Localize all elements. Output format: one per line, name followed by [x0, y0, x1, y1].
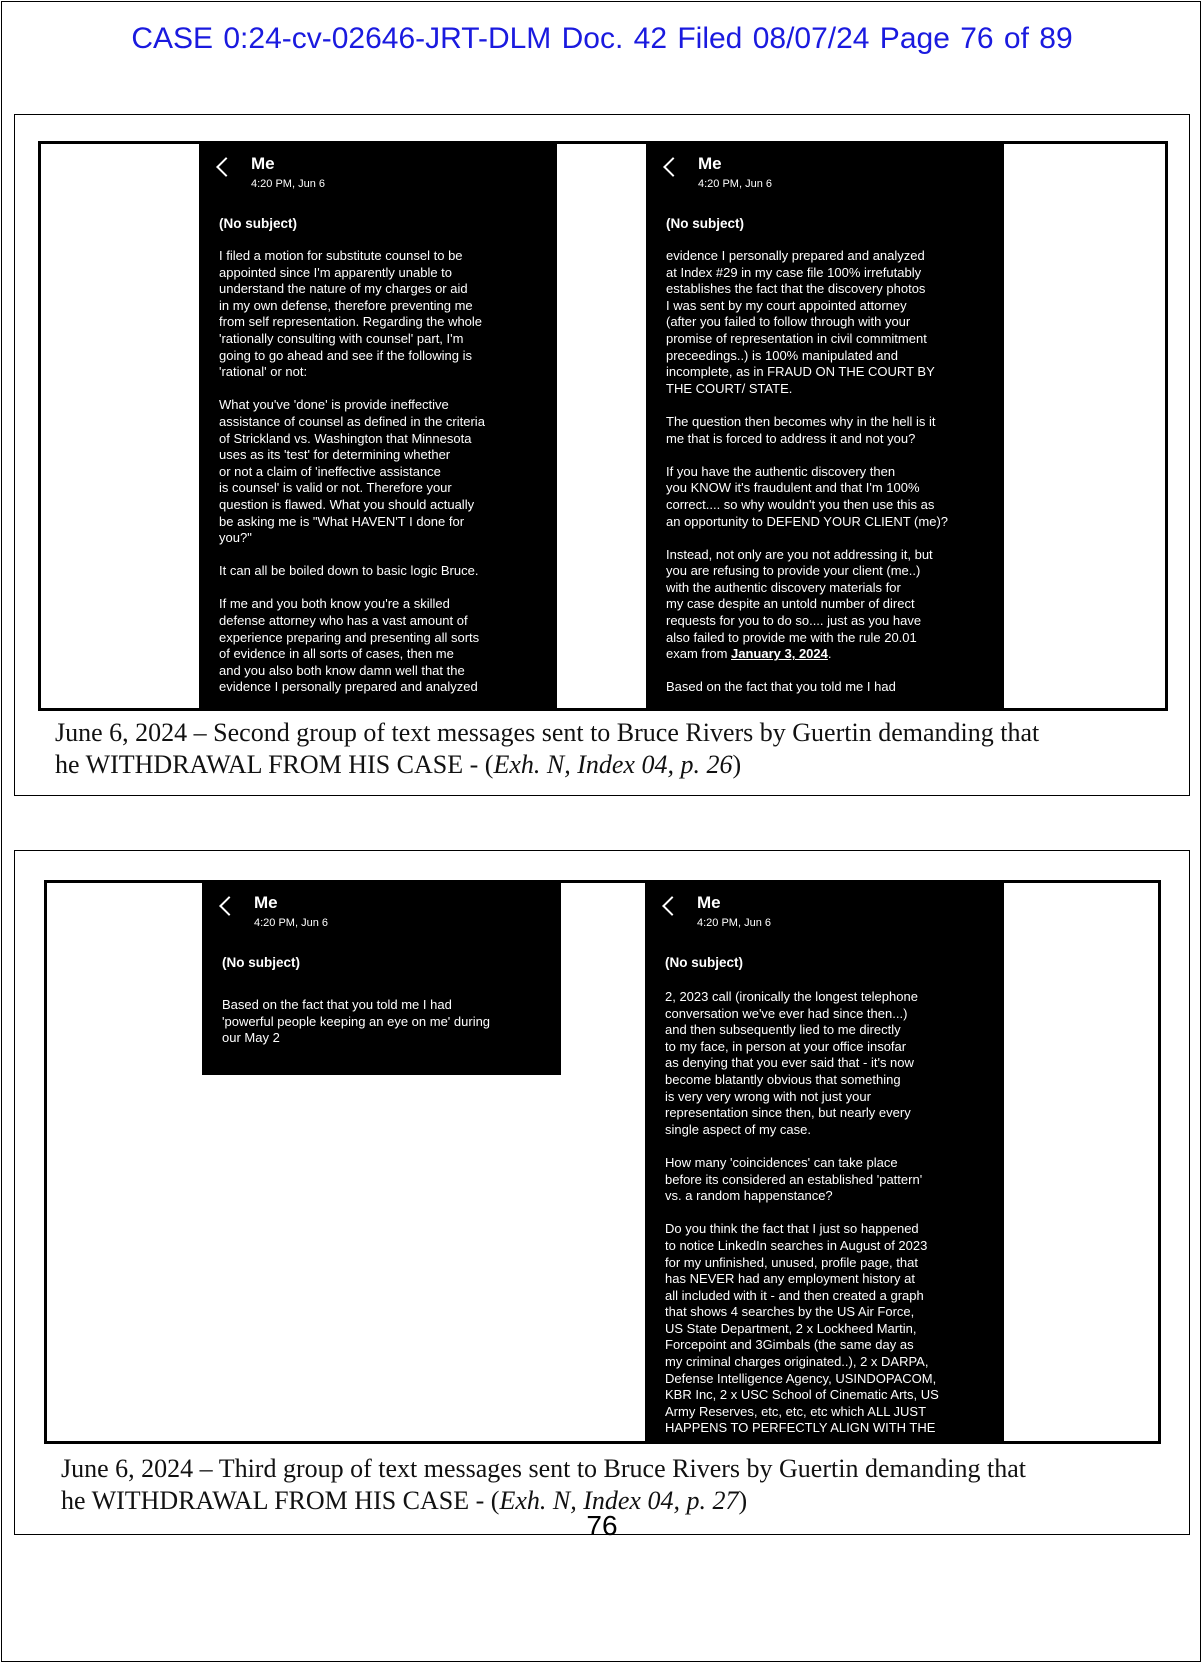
back-chevron-icon[interactable] [216, 157, 236, 177]
message-line-text: to my face, in person at your office insofar [665, 1038, 907, 1054]
message-line-text: vs. a random happenstance? [665, 1188, 833, 1204]
message-line-text: for my unfinished, unused, profile page, that [665, 1254, 918, 1270]
message-line-text: going to go ahead and see if the following is [219, 347, 472, 363]
message-line-text: (after you failed to follow through with your [666, 314, 911, 330]
message-line [219, 514, 529, 531]
message-line [665, 1354, 975, 1371]
message-line [219, 464, 529, 481]
message-line-text: It can all be boiled down to basic logic Bruce. [219, 563, 479, 579]
message-time: 4:20 PM, Jun 6 [254, 917, 328, 929]
message-line [665, 1089, 975, 1106]
message-line [665, 1321, 975, 1338]
screenshot-frame [44, 880, 1161, 1444]
message-line-text: establishes the fact that the discovery photos [666, 281, 926, 297]
message-time: 4:20 PM, Jun 6 [698, 178, 772, 190]
message-line-text: at Index #29 in my case file 100% irrefutably [666, 264, 922, 280]
message-line [666, 348, 976, 365]
sender-name: Me [251, 154, 275, 173]
message-line-text: and then subsequently lied to me directly [665, 1022, 901, 1038]
paragraph-gap [219, 547, 529, 564]
message-line-text: is counsel' is valid or not. Therefore your [219, 480, 452, 496]
message-screen [202, 883, 561, 1075]
message-line [665, 1022, 975, 1039]
message-line [666, 563, 976, 580]
message-line-text: evidence I personally prepared and analyzed [666, 248, 925, 263]
message-line [666, 679, 976, 696]
message-line-text: uses as its 'test' for determining whether [219, 447, 451, 463]
screenshot-frame [38, 141, 1168, 711]
message-line [219, 414, 529, 431]
message-line-text: understand the nature of my charges or aid [219, 281, 468, 297]
exhibit-caption [61, 1453, 1026, 1517]
caption-citation: Exh. N, Index 04, p. 26 [493, 750, 733, 779]
message-line [666, 265, 976, 282]
message-line-text: and you also both know damn well that the [219, 662, 465, 678]
message-line-text: you are refusing to provide your client (me..) [666, 563, 921, 579]
message-line [666, 364, 976, 381]
message-line-text: of Strickland vs. Washington that Minnesota [219, 430, 472, 446]
message-screen [645, 883, 1004, 1441]
message-line-text: promise of representation in civil commitment [666, 330, 927, 346]
message-line [665, 1404, 975, 1421]
message-line-text: as denying that you ever said that - it's now [665, 1055, 914, 1071]
message-line-text: US State Department, 2 x Lockheed Martin, [665, 1320, 917, 1336]
message-line-text: correct.... so why wouldn't you then use this as [666, 496, 935, 512]
message-body [666, 248, 976, 696]
message-line [219, 646, 529, 663]
message-line [665, 1039, 975, 1056]
message-line-text: representation since then, but nearly every [665, 1105, 911, 1121]
message-line [666, 298, 976, 315]
message-line-text: defense attorney who has a vast amount of [219, 613, 468, 629]
message-line-text: you?" [219, 530, 252, 546]
message-line-text: 2, 2023 call (ironically the longest telephone [665, 989, 918, 1004]
message-line-text: conversation we've ever had since then...) [665, 1005, 908, 1021]
paragraph-gap [666, 663, 976, 680]
message-line-text: If me and you both know you're a skilled [219, 596, 450, 612]
message-line [219, 530, 529, 547]
message-line [665, 1006, 975, 1023]
message-line [219, 630, 529, 647]
message-line-text: is very very wrong with not just your [665, 1088, 871, 1104]
message-line-text: The question then becomes why in the hell is it [666, 413, 936, 429]
message-line [665, 1155, 975, 1172]
message-line [219, 248, 529, 265]
exhibit-box [14, 850, 1190, 1535]
message-line [666, 414, 976, 431]
exhibit-caption [55, 717, 1039, 781]
case-header: CASE 0:24-cv-02646-JRT-DLM Doc. 42 Filed 08/07/24 Page 76 of 89 [131, 22, 1073, 55]
message-line-text: How many 'coincidences' can take place [665, 1154, 898, 1170]
message-line [219, 364, 529, 381]
message-line [665, 1072, 975, 1089]
sender-name: Me [254, 893, 278, 912]
message-line [665, 1288, 975, 1305]
message-line-text: my case despite an untold number of direct [666, 596, 915, 612]
message-line-text: I filed a motion for substitute counsel to be [219, 248, 463, 263]
message-line [665, 1238, 975, 1255]
message-line-text: KBR Inc, 2 x USC School of Cinematic Arts, US [665, 1387, 939, 1403]
message-line [665, 1105, 975, 1122]
message-line [666, 646, 976, 663]
message-line [666, 547, 976, 564]
paragraph-gap [666, 397, 976, 414]
message-line-text: that shows 4 searches by the US Air Force, [665, 1304, 915, 1320]
message-time: 4:20 PM, Jun 6 [697, 917, 771, 929]
message-line-text: I was sent by my court appointed attorney [666, 297, 907, 313]
sender-name: Me [697, 893, 721, 912]
message-line-text: from self representation. Regarding the whole [219, 314, 483, 330]
message-line-text: Based on the fact that you told me I had [666, 679, 896, 695]
message-line-text: evidence I personally prepared and analyzed [219, 679, 478, 695]
message-line-text: exam from [666, 646, 732, 662]
message-subject: (No subject) [219, 216, 298, 231]
message-line-text: question is flawed. What you should actually [219, 496, 475, 512]
message-line [665, 989, 975, 1006]
message-line [665, 1188, 975, 1205]
message-line [665, 1371, 975, 1388]
message-line-text: 'rational' or not: [219, 364, 308, 380]
message-line [665, 1337, 975, 1354]
back-chevron-icon[interactable] [662, 896, 682, 916]
message-line-text: be asking me is "What HAVEN'T I done for [219, 513, 465, 529]
message-line-text: you KNOW it's fraudulent and that I'm 100% [666, 480, 920, 496]
message-line [219, 679, 529, 696]
message-line-text: our May 2 [222, 1030, 280, 1046]
message-line [219, 480, 529, 497]
caption-text: he WITHDRAWAL FROM HIS CASE - ( [61, 1486, 500, 1515]
paragraph-gap [665, 1138, 975, 1155]
caption-line: June 6, 2024 – Third group of text messages sent to Bruce Rivers by Guertin demanding that [61, 1454, 1026, 1483]
message-line [219, 663, 529, 680]
back-chevron-icon[interactable] [219, 896, 239, 916]
back-chevron-icon[interactable] [663, 157, 683, 177]
message-line [666, 281, 976, 298]
message-line [666, 630, 976, 647]
message-line [666, 596, 976, 613]
message-line [219, 265, 529, 282]
message-line [222, 997, 532, 1014]
paragraph-gap [666, 530, 976, 547]
message-line [665, 1221, 975, 1238]
message-line [219, 447, 529, 464]
caption-citation: Exh. N, Index 04, p. 27 [499, 1486, 739, 1515]
message-line-text: experience preparing and presenting all sorts [219, 629, 480, 645]
message-line-text: to notice LinkedIn searches in August of 2023 [665, 1237, 928, 1253]
message-line [665, 1420, 975, 1437]
message-line [219, 613, 529, 630]
message-line [219, 596, 529, 613]
message-subject: (No subject) [666, 216, 745, 231]
message-line-text: me that is forced to address it and not you? [666, 430, 916, 446]
message-line [666, 431, 976, 448]
message-line-text: Forcepoint and 3Gimbals (the same day as [665, 1337, 914, 1353]
date-link[interactable]: January 3, 2024 [731, 646, 828, 662]
sender-name: Me [698, 154, 722, 173]
message-line [219, 397, 529, 414]
message-line-text: Do you think the fact that I just so happened [665, 1221, 919, 1237]
message-line [219, 331, 529, 348]
message-subject: (No subject) [665, 955, 744, 970]
message-time: 4:20 PM, Jun 6 [251, 178, 325, 190]
message-line [666, 248, 976, 265]
message-screen [199, 144, 557, 708]
message-line [219, 314, 529, 331]
message-line [666, 331, 976, 348]
message-line-text: or not a claim of 'ineffective assistance [219, 463, 441, 479]
message-line [219, 298, 529, 315]
message-line-text: 'rationally consulting with counsel' part, I'm [219, 330, 464, 346]
message-line [222, 1014, 532, 1031]
message-body [222, 997, 532, 1047]
message-line-text: my criminal charges originated..), 2 x DARPA, [665, 1354, 929, 1370]
page-number: 76 [586, 1510, 618, 1541]
message-line [665, 1271, 975, 1288]
message-line-text: with the authentic discovery materials for [666, 579, 901, 595]
message-line [219, 281, 529, 298]
caption-text: ) [738, 1486, 748, 1515]
message-line-text: become blatantly obvious that something [665, 1071, 901, 1087]
caption-text: ) [732, 750, 742, 779]
message-line-text: . [827, 646, 832, 662]
paragraph-gap [665, 1205, 975, 1222]
message-line-text: assistance of counsel as defined in the criteria [219, 413, 485, 429]
message-line-text: THE COURT/ STATE. [666, 380, 793, 396]
message-line-text: What you've 'done' is provide ineffective [219, 397, 449, 413]
message-line-text: Defense Intelligence Agency, USINDOPACOM, [665, 1370, 937, 1386]
message-line [666, 464, 976, 481]
message-line [666, 514, 976, 531]
message-line [666, 381, 976, 398]
caption-line: June 6, 2024 – Second group of text messages sent to Bruce Rivers by Guertin demanding that [55, 718, 1040, 747]
message-line-text: Based on the fact that you told me I had [222, 997, 452, 1012]
message-screen [646, 144, 1004, 708]
paragraph-gap [219, 381, 529, 398]
message-line [665, 1304, 975, 1321]
message-line-text: Army Reserves, etc, etc, etc which ALL JUST [665, 1403, 927, 1419]
message-line [665, 1387, 975, 1404]
message-line [219, 497, 529, 514]
message-line [666, 580, 976, 597]
message-body [219, 248, 529, 696]
exhibit-box [14, 114, 1190, 796]
message-line [665, 1255, 975, 1272]
message-line [666, 497, 976, 514]
message-body [665, 989, 975, 1437]
message-line [219, 563, 529, 580]
message-line [222, 1030, 532, 1047]
message-line-text: Instead, not only are you not addressing it, but [666, 546, 933, 562]
message-subject: (No subject) [222, 955, 301, 970]
message-line-text: has NEVER had any employment history at [665, 1271, 916, 1287]
message-line-text: before its considered an established 'pattern' [665, 1171, 923, 1187]
message-line-text: single aspect of my case. [665, 1121, 811, 1137]
message-line-text: incomplete, as in FRAUD ON THE COURT BY [666, 364, 935, 380]
message-line [665, 1055, 975, 1072]
message-line [219, 348, 529, 365]
message-line-text: in my own defense, therefore preventing me [219, 297, 473, 313]
message-line-text: also failed to provide me with the rule 20.01 [666, 629, 917, 645]
paragraph-gap [219, 580, 529, 597]
message-line-text: preceedings..) is 100% manipulated and [666, 347, 898, 363]
message-line-text: appointed since I'm apparently unable to [219, 264, 453, 280]
caption-text: he WITHDRAWAL FROM HIS CASE - ( [55, 750, 494, 779]
message-line-text: all included with it - and then created a graph [665, 1287, 924, 1303]
message-line-text: requests for you to do so.... just as you have [666, 613, 922, 629]
caption-line [55, 749, 1039, 781]
message-line-text: of evidence in all sorts of cases, then me [219, 646, 454, 662]
paragraph-gap [666, 447, 976, 464]
message-line [666, 314, 976, 331]
message-line [665, 1172, 975, 1189]
message-line [666, 480, 976, 497]
message-line [666, 613, 976, 630]
message-line [219, 431, 529, 448]
message-line [665, 1122, 975, 1139]
message-line-text: HAPPENS TO PERFECTLY ALIGN WITH THE [665, 1420, 936, 1436]
message-line-text: an opportunity to DEFEND YOUR CLIENT (me)? [666, 513, 949, 529]
message-line-text: If you have the authentic discovery then [666, 463, 896, 479]
message-line-text: 'powerful people keeping an eye on me' during [222, 1013, 491, 1029]
